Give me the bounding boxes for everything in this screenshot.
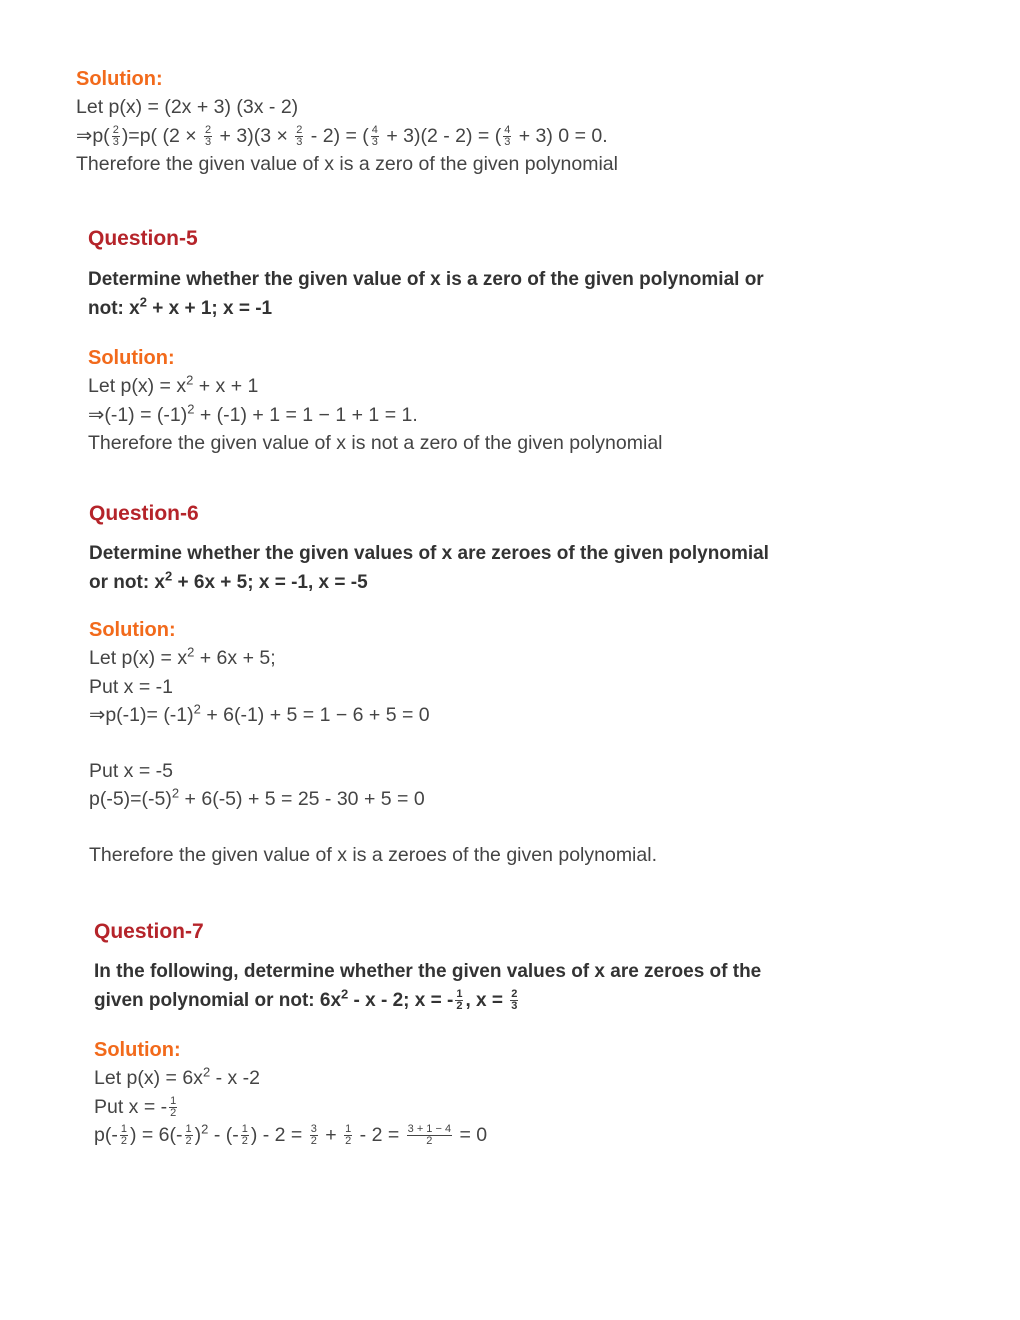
solution-label: Solution: (89, 619, 176, 641)
solution-line: Let $p(x) = 6x^2 - x$ -2 (94, 1064, 261, 1089)
solution-line: ⇒(-1) = $(-1)^2 + (-1) + 1 = 1 - 1 + 1 = 1$. (88, 401, 418, 426)
solution-label: Solution: (94, 1039, 181, 1061)
question-text: Determine whether the given value of x is a zero of the given polynomial or (88, 269, 764, 290)
fraction: $\frac{2}{3}$ (205, 123, 212, 148)
question-text: In the following, determine whether the given values of x are zeroes of the (94, 961, 762, 982)
fraction: $\frac{3 + 1 - 4}{2}$ (407, 1123, 452, 1148)
solution-conclusion: Therefore the given value of x is a zeroes of the given polynomial. (89, 843, 657, 866)
solution-conclusion: Therefore the given value of x is a zero of the given polynomial (76, 153, 618, 175)
fraction: $\frac{1}{2}$ (241, 1123, 248, 1148)
question-5 (88, 225, 1020, 458)
fraction: $\frac{2}{3}$ (112, 123, 119, 148)
fraction: $\frac{1}{2}$ (170, 1094, 177, 1119)
question-heading: Question-6 (89, 502, 199, 525)
solution-line: Let $p(x) = x^2 + x + 1$ (88, 372, 259, 397)
fraction: $\frac{3}{2}$ (310, 1123, 317, 1148)
solution-label: Solution: (76, 68, 163, 90)
question-6 (89, 500, 1020, 869)
question-7 (94, 918, 1020, 1150)
fraction: $\frac{2}{3}$ (296, 123, 303, 148)
question-text: or not: $x^2 + 6x + 5$; x = -1, x = -5 (89, 568, 368, 593)
fraction: $\frac{1}{2}$ (120, 1123, 127, 1148)
question-heading: Question-7 (94, 920, 204, 943)
solution-line: Let p(x) = (2x + 3) (3x - 2) (76, 96, 299, 118)
solution-line: Put x = -1 (89, 675, 173, 698)
solution-label: Solution: (88, 347, 175, 369)
solution-line: Let $p(x) = x^2 + 6x + 5$; (89, 644, 276, 669)
solution-line: ⇒p(-1)= $(-1)^2 + 6(-1) + 5 = 1 - 6 + 5 = 0$ (89, 701, 430, 726)
question-text: given polynomial or not: $6x^2$ - x - 2; x = - $\frac{1}{2}$ , x = $\frac{2}{3}$ (94, 986, 518, 1013)
question-text: Determine whether the given values of x are zeroes of the given polynomial (89, 543, 769, 564)
solution-line: Put x = - $\frac{1}{2}$ (94, 1094, 177, 1119)
fraction: $\frac{1}{2}$ (185, 1123, 192, 1148)
fraction: $\frac{2}{3}$ (511, 988, 518, 1013)
q4-solution (76, 65, 1020, 179)
solution-line: $p(-5)=(-5)^2 + 6(-5) + 5 = 25 - 30 + 5 = 0$ (89, 785, 425, 810)
fraction: $\frac{1}{2}$ (345, 1123, 352, 1148)
fraction: $\frac{4}{3}$ (371, 123, 378, 148)
fraction: $\frac{1}{2}$ (456, 988, 463, 1013)
question-text: not: $x^2 + x + 1$; x = -1 (88, 294, 273, 319)
solution-conclusion: Therefore the given value of x is not a zero of the given polynomial (88, 432, 663, 454)
fraction: $\frac{4}{3}$ (504, 123, 511, 148)
solution-line: p(- $\frac{1}{2}$ ) = 6(- $\frac{1}{2}$ )$^2$ - (- $\frac{1}{2}$ ) - 2 = $\frac{3}{2}$ + $\frac{1}{2}$ - 2 = $\frac{3 + 1 - 4}{2}$ = 0 (94, 1121, 488, 1148)
solution-line: ⇒p( $\frac{2}{3}$ )=p( (2 × $\frac{2}{3}$ + 3)(3 × $\frac{2}{3}$ - 2) = ( $\frac{4}{3}$ + 3)(2 - 2) = ( $\frac{4}{3}$ + 3) 0 = 0. (76, 123, 608, 148)
solution-line: Put x = -5 (89, 759, 173, 782)
question-heading: Question-5 (88, 227, 198, 250)
